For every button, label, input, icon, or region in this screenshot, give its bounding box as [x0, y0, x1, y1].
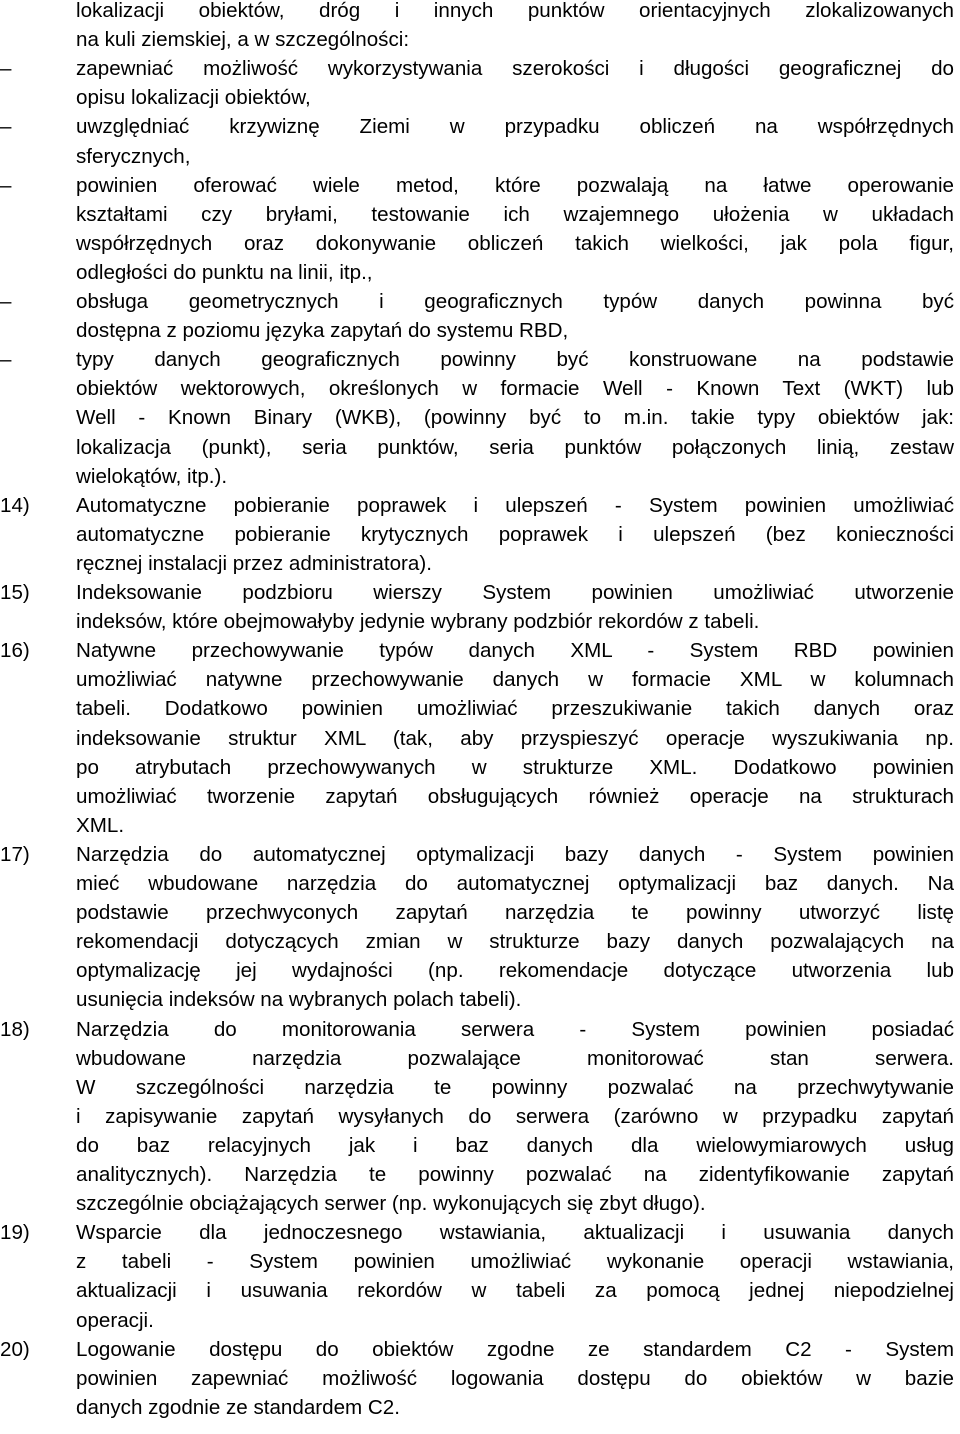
bullet-line: lokalizacja (punkt), seria punktów, seria punktów połączonych linią, zestaw	[76, 435, 954, 459]
item-line: Wsparcie dla jednoczesnego wstawiania, aktualizacji i usuwania danych	[76, 1221, 954, 1245]
bullet-line: odległości do punktu na linii, itp.,	[76, 260, 373, 284]
item-line: Natywne przechowywanie typów danych XML - System RBD powinien	[76, 639, 954, 663]
item-line: z tabeli - System powinien umożliwiać wykonanie operacji wstawiania,	[76, 1250, 954, 1274]
item-line: analitycznych). Narzędzia te powinny pozwalać na zidentyfikowanie zapytań	[76, 1163, 954, 1186]
item-line: rekomendacji dotyczących zmian w strukturze bazy danych pozwalających na	[76, 930, 954, 954]
item-line: Automatyczne pobieranie poprawek i ulepszeń - System powinien umożliwiać	[76, 493, 954, 517]
bullet-line: uwzględniać krzywiznę Ziemi w przypadku obliczeń na współrzędnych	[76, 115, 954, 139]
item-line: do baz relacyjnych jak i baz danych dla wielowymiarowych usług	[76, 1133, 954, 1157]
bullet-line: kształtami czy bryłami, testowanie ich wzajemnego ułożenia w układach	[76, 202, 954, 226]
bullet-line: powinien oferować wiele metod, które pozwalają na łatwe operowanie	[76, 173, 954, 197]
bullet-line: obiektów wektorowych, określonych w formacie Well - Known Text (WKT) lub	[76, 377, 954, 401]
item-line: danych zgodnie ze standardem C2.	[76, 1395, 400, 1419]
item-line: aktualizacji i usuwania rekordów w tabeli za pomocą jednej niepodzielnej	[76, 1279, 954, 1303]
bullet-dash: –	[0, 115, 12, 139]
item-number: 16)	[0, 639, 30, 663]
item-line: Indeksowanie podzbioru wierszy System powinien umożliwiać utworzenie	[76, 581, 954, 604]
item-line: umożliwiać natywne przechowywanie danych w formacie XML w kolumnach	[76, 668, 954, 692]
intro-line: lokalizacji obiektów, dróg i innych punktów orientacyjnych zlokalizowanych	[76, 0, 954, 22]
bullet-dash: –	[0, 348, 12, 372]
bullet-line: wielokątów, itp.).	[76, 464, 228, 488]
item-line: Logowanie dostępu do obiektów zgodne ze standardem C2 - System	[76, 1337, 954, 1361]
bullet-line: typy danych geograficznych powinny być konstruowane na podstawie	[76, 348, 954, 372]
item-line: po atrybutach przechowywanych w strukturze XML. Dodatkowo powinien	[76, 755, 954, 779]
item-number: 14)	[0, 493, 30, 517]
bullet-dash: –	[0, 290, 12, 313]
bullet-line: współrzędnych oraz dokonywanie obliczeń takich wielkości, jak pola figur,	[76, 231, 954, 255]
bullet-line: dostępna z poziomu języka zapytań do systemu RBD,	[76, 319, 569, 343]
bullet-dash: –	[0, 173, 12, 197]
bullet-line: sferycznych,	[76, 144, 191, 168]
item-line: ręcznej instalacji przez administratora).	[76, 551, 432, 575]
item-line: szczególnie obciążających serwer (np. wykonujących się zbyt długo).	[76, 1192, 706, 1216]
bullet-line: opisu lokalizacji obiektów,	[76, 86, 311, 110]
bullet-dash: –	[0, 57, 12, 81]
item-number: 19)	[0, 1221, 30, 1245]
item-line: Narzędzia do automatycznej optymalizacji bazy danych - System powinien	[76, 842, 954, 866]
item-line: Narzędzia do monitorowania serwera - System powinien posiadać	[76, 1017, 954, 1041]
item-line: tabeli. Dodatkowo powinien umożliwiać przeszukiwanie takich danych oraz	[76, 697, 954, 721]
bullet-line: obsługa geometrycznych i geograficznych typów danych powinna być	[76, 290, 954, 313]
item-line: W szczególności narzędzia te powinny pozwalać na przechwytywanie	[76, 1075, 954, 1099]
item-number: 15)	[0, 581, 30, 604]
item-line: indeksowanie struktur XML (tak, aby przyspieszyć operacje wyszukiwania np.	[76, 726, 954, 750]
item-line: operacji.	[76, 1308, 154, 1332]
item-line: usunięcia indeksów na wybranych polach tabeli).	[76, 988, 522, 1012]
item-line: indeksów, które obejmowałyby jedynie wybrany podzbiór rekordów z tabeli.	[76, 610, 760, 634]
item-number: 18)	[0, 1017, 30, 1041]
item-number: 17)	[0, 842, 30, 866]
item-line: XML.	[76, 813, 125, 837]
item-line: mieć wbudowane narzędzia do automatycznej optymalizacji baz danych. Na	[76, 872, 954, 895]
bullet-line: Well - Known Binary (WKB), (powinny być to m.in. takie typy obiektów jak:	[76, 406, 954, 430]
item-line: optymalizację jej wydajności (np. rekomendacje dotyczące utworzenia lub	[76, 959, 954, 983]
bullet-line: zapewniać możliwość wykorzystywania szerokości i długości geograficznej do	[76, 57, 954, 81]
item-line: wbudowane narzędzia pozwalające monitorować stan serwera.	[76, 1046, 954, 1070]
item-line: automatyczne pobieranie krytycznych poprawek i ulepszeń (bez konieczności	[76, 522, 954, 546]
item-line: podstawie przechwyconych zapytań narzędzia te powinny utworzyć listę	[76, 901, 954, 925]
item-line: umożliwiać tworzenie zapytań obsługujących również operacje na strukturach	[76, 784, 954, 808]
item-line: powinien zapewniać możliwość logowania dostępu do obiektów w bazie	[76, 1366, 954, 1390]
item-line: i zapisywanie zapytań wysyłanych do serwera (zarówno w przypadku zapytań	[76, 1104, 954, 1128]
intro-line: na kuli ziemskiej, a w szczególności:	[76, 28, 410, 52]
item-number: 20)	[0, 1337, 30, 1361]
